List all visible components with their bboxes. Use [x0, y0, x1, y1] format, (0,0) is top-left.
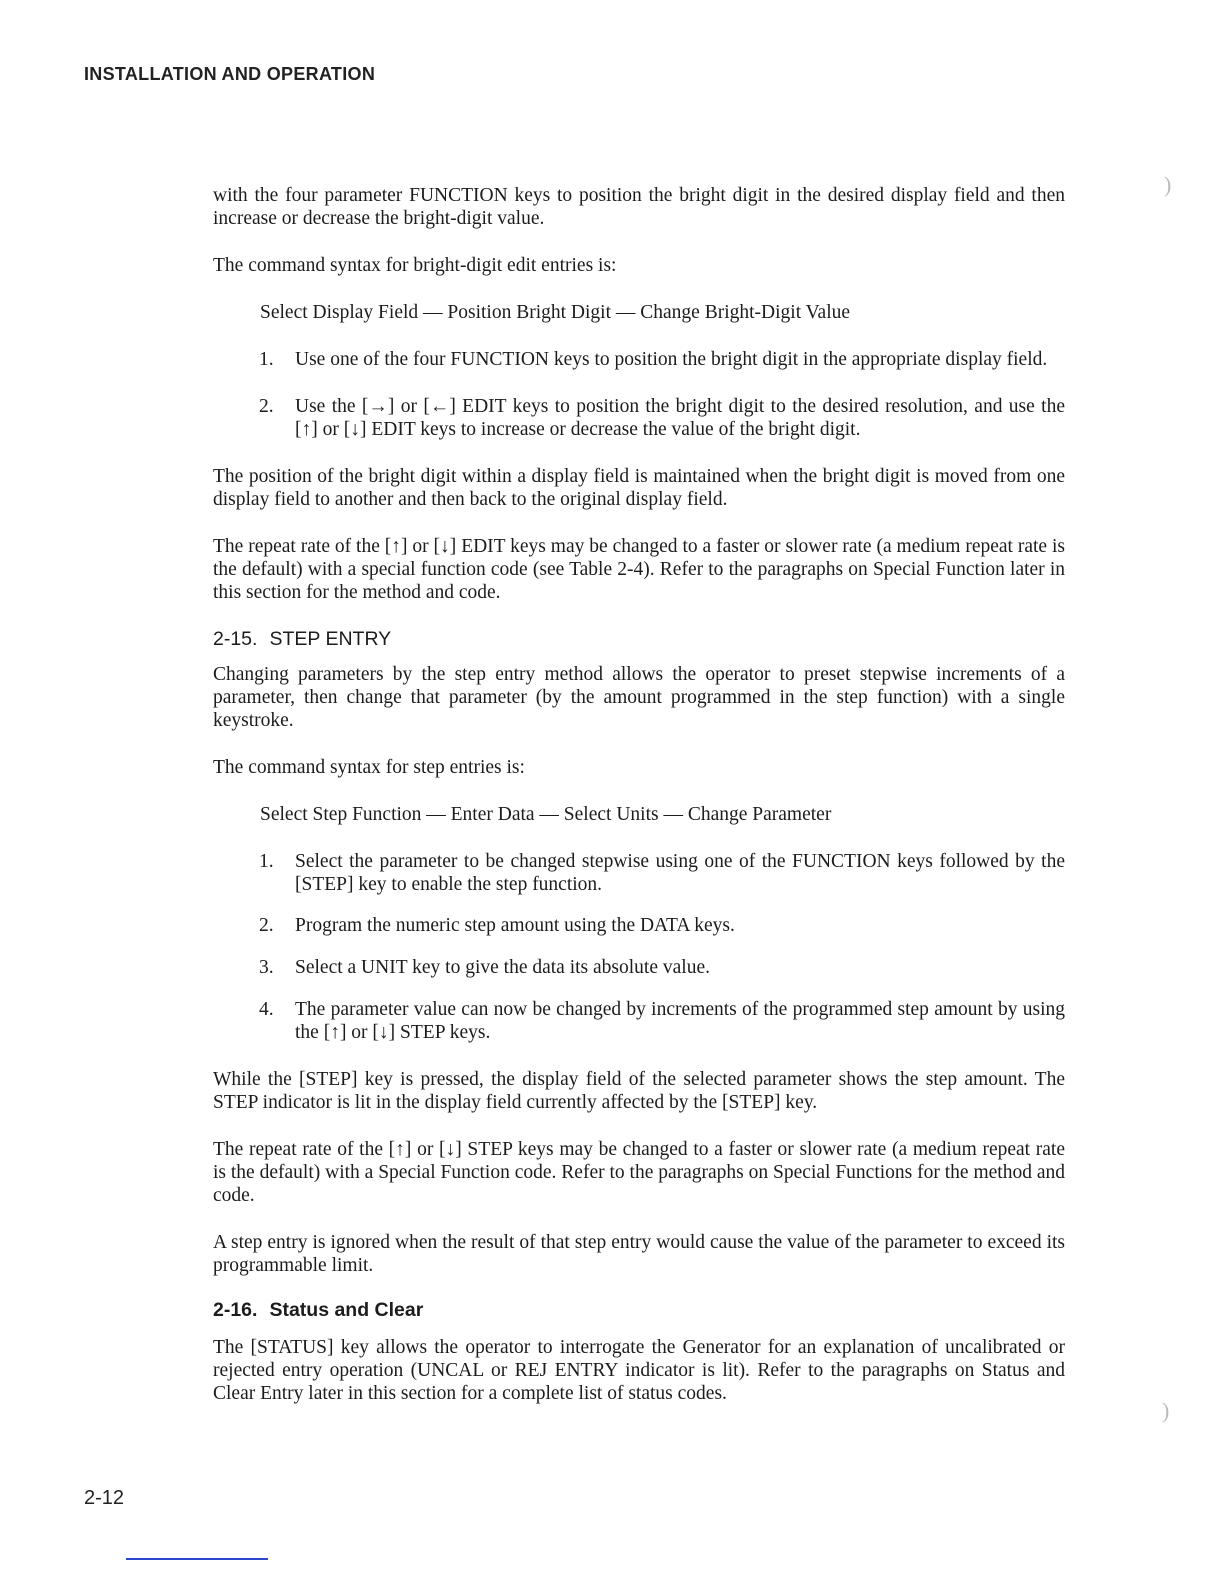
list-text: The parameter value can now be changed by increments of the programmed step amount by using the [↑] or [↓] STEP keys.: [295, 999, 1065, 1043]
list-number: 1.: [259, 851, 274, 872]
page-body: [213, 184, 1065, 1405]
list-item: [213, 956, 1065, 979]
syntax-line: Select Step Function — Enter Data — Select Units — Change Parameter: [260, 804, 832, 825]
list-item: [213, 348, 1065, 371]
paragraph: The command syntax for bright-digit edit entries is:: [213, 255, 617, 276]
list-number: 1.: [259, 349, 274, 370]
list-text: Use the [→] or [←] EDIT keys to position the bright digit to the desired resolution, and use the [↑] or [↓] EDIT keys to increase or decrease the value of the bright digit.: [295, 396, 1065, 440]
scan-mark: ): [1162, 1398, 1170, 1423]
paragraph: A step entry is ignored when the result of that step entry would cause the value of the parameter to exceed its programmable limit.: [213, 1232, 1065, 1276]
list-number: 2.: [259, 396, 274, 417]
syntax-line: Select Display Field — Position Bright Digit — Change Bright-Digit Value: [260, 302, 851, 323]
paragraph: Changing parameters by the step entry method allows the operator to preset stepwise increments of a parameter, then change that parameter (by the amount programmed in the step function) with a single keystroke.: [213, 664, 1065, 731]
footer-rule: [126, 1558, 268, 1560]
list-text: Select a UNIT key to give the data its absolute value.: [295, 957, 710, 978]
list-item: [213, 395, 1065, 441]
list-number: 2.: [259, 915, 274, 936]
paragraph: The [STATUS] key allows the operator to interrogate the Generator for an explanation of uncalibrated or rejected entry operation (UNCAL or REJ ENTRY indicator is lit). Refer to the paragraphs on Status and Clear Entry later in this section for a complete list of status codes.: [213, 1337, 1065, 1404]
paragraph: While the [STEP] key is pressed, the display field of the selected parameter shows the step amount. The STEP indicator is lit in the display field currently affected by the [STEP] key.: [213, 1069, 1065, 1113]
paragraph: The position of the bright digit within a display field is maintained when the bright digit is moved from one display field to another and then back to the original display field.: [213, 466, 1065, 510]
list-item: [213, 914, 1065, 937]
section-heading-2-15: [213, 628, 1065, 651]
paragraph: The repeat rate of the [↑] or [↓] EDIT keys may be changed to a faster or slower rate (a medium repeat rate is the default) with a special function code (see Table 2-4). Refer to the paragraphs on Special Function later in this section for the method and code.: [213, 536, 1065, 603]
list-text: Select the parameter to be changed stepwise using one of the FUNCTION keys followed by the [STEP] key to enable the step function.: [295, 851, 1065, 895]
list-item: [213, 850, 1065, 896]
list-number: 3.: [259, 957, 274, 978]
page-number: 2-12: [84, 1487, 125, 1509]
paragraph: The repeat rate of the [↑] or [↓] STEP keys may be changed to a faster or slower rate (a medium repeat rate is the default) with a Special Function code. Refer to the paragraphs on Special Functions for the method and code.: [213, 1139, 1065, 1206]
section-number: 2-16.: [213, 1299, 258, 1321]
section-title: Status and Clear: [269, 1299, 424, 1321]
section-title: STEP ENTRY: [269, 628, 392, 650]
section-number: 2-15.: [213, 628, 258, 650]
list-text: Use one of the four FUNCTION keys to position the bright digit in the appropriate display field.: [295, 349, 1048, 370]
running-head: INSTALLATION AND OPERATION: [84, 64, 376, 84]
paragraph: The command syntax for step entries is:: [213, 757, 525, 778]
list-text: Program the numeric step amount using the DATA keys.: [295, 915, 735, 936]
list-item: [213, 998, 1065, 1044]
scan-mark: ): [1164, 172, 1172, 197]
paragraph: with the four parameter FUNCTION keys to position the bright digit in the desired display field and then increase or decrease the bright-digit value.: [213, 185, 1065, 229]
section-heading-2-16: [213, 1299, 1065, 1322]
list-number: 4.: [259, 999, 274, 1020]
